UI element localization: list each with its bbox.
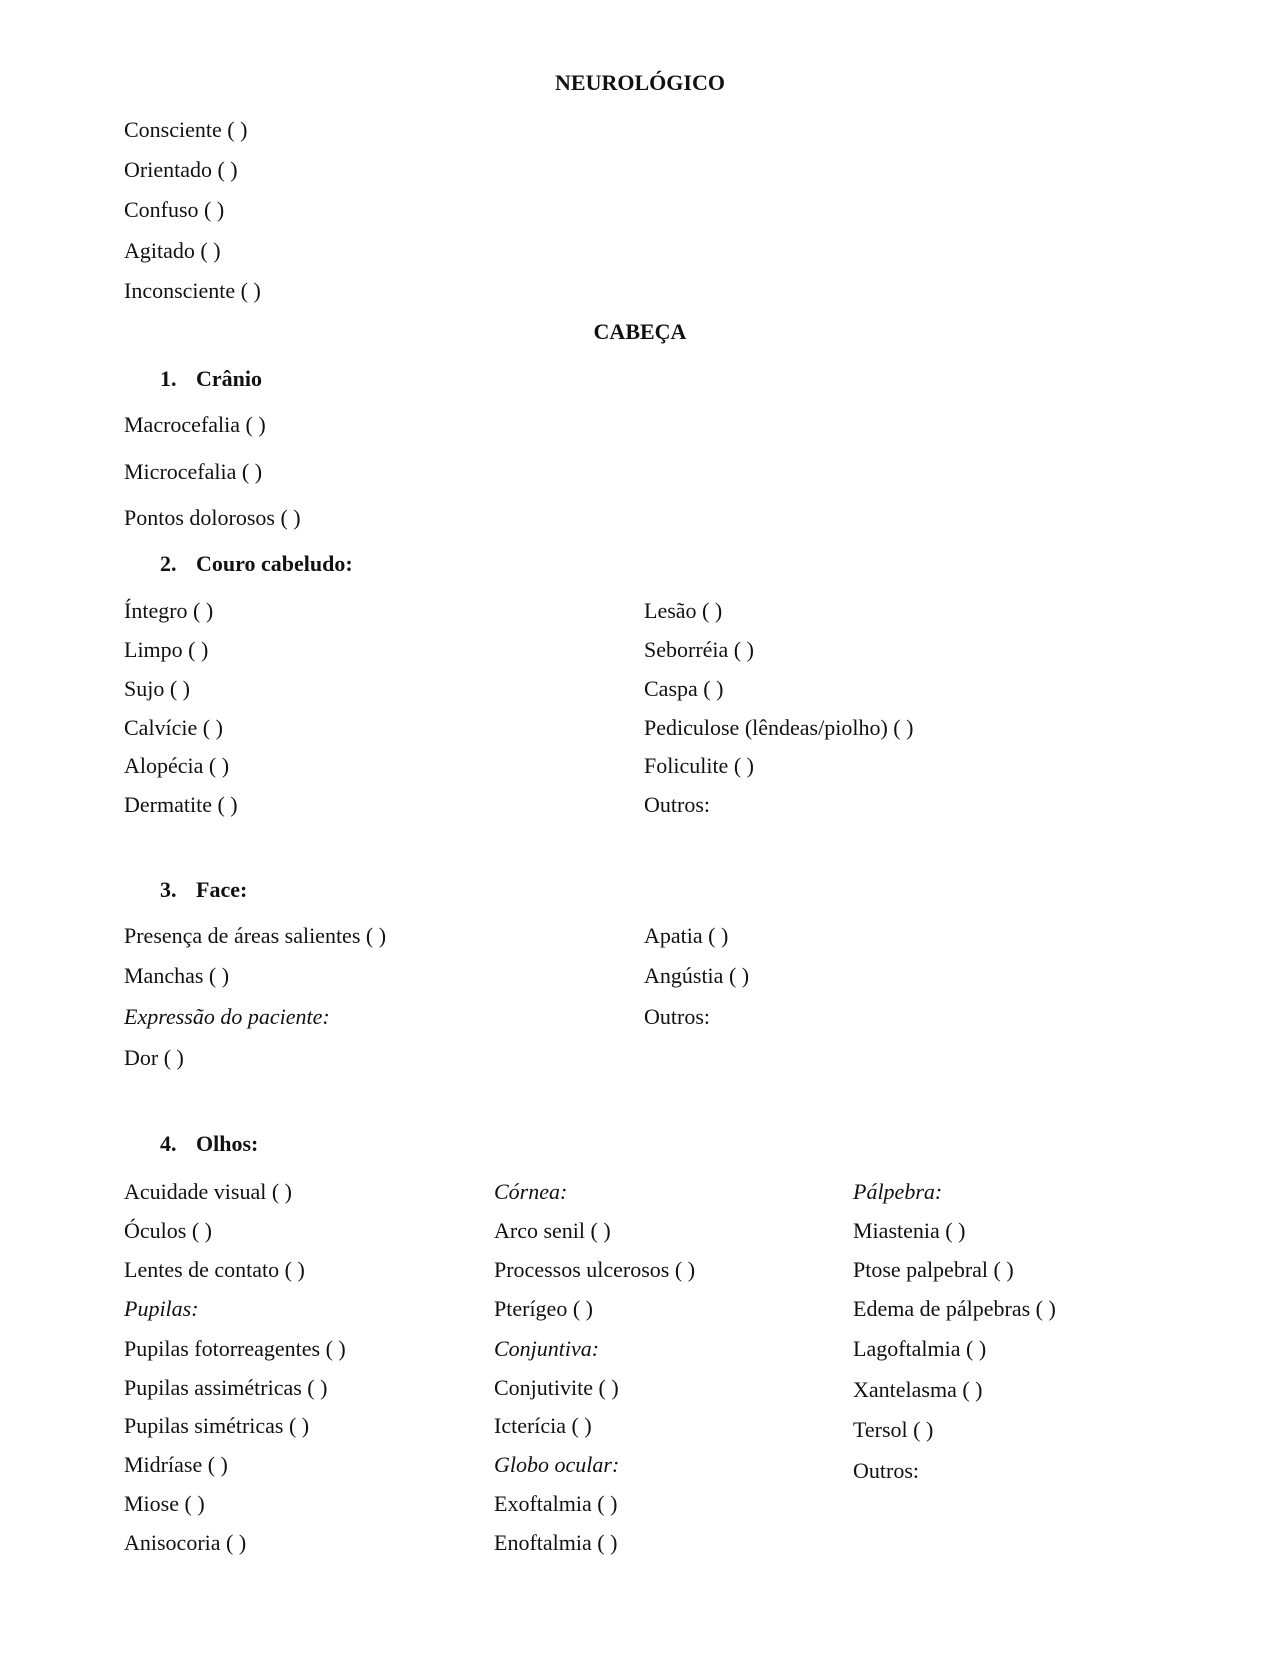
subsection-title: Crânio bbox=[196, 366, 262, 391]
subsection-title: Couro cabeludo: bbox=[196, 551, 353, 576]
checkbox-item-inconsciente[interactable]: Inconsciente ( ) bbox=[124, 278, 261, 303]
checkbox-item-anisocoria[interactable]: Anisocoria ( ) bbox=[124, 1530, 247, 1555]
checkbox-item-pontos-dolorosos[interactable]: Pontos dolorosos ( ) bbox=[124, 505, 301, 530]
checkbox-item-angustia[interactable]: Angústia ( ) bbox=[644, 963, 750, 988]
checkbox-item-arco-senil[interactable]: Arco senil ( ) bbox=[494, 1218, 611, 1243]
checkbox-item-pupilas-simetricas[interactable]: Pupilas simétricas ( ) bbox=[124, 1413, 310, 1438]
checkbox-item-ictericia[interactable]: Icterícia ( ) bbox=[494, 1413, 592, 1438]
subsection-title: Olhos: bbox=[196, 1131, 259, 1156]
checkbox-item-agitado[interactable]: Agitado ( ) bbox=[124, 238, 221, 263]
subsection-couro-cabeludo bbox=[160, 553, 353, 575]
checkbox-item-integro[interactable]: Íntegro ( ) bbox=[124, 598, 214, 623]
checkbox-item-pupilas-fotorreagentes[interactable]: Pupilas fotorreagentes ( ) bbox=[124, 1336, 346, 1361]
checkbox-item-caspa[interactable]: Caspa ( ) bbox=[644, 676, 724, 701]
olhos-subtitle-pupilas: Pupilas: bbox=[124, 1296, 199, 1321]
checkbox-item-xantelasma[interactable]: Xantelasma ( ) bbox=[853, 1377, 983, 1402]
subsection-face bbox=[160, 879, 247, 901]
checkbox-item-conjutivite[interactable]: Conjutivite ( ) bbox=[494, 1375, 619, 1400]
checkbox-item-orientado[interactable]: Orientado ( ) bbox=[124, 157, 238, 182]
section-title-neurologico: NEUROLÓGICO bbox=[555, 70, 725, 95]
checkbox-item-limpo[interactable]: Limpo ( ) bbox=[124, 637, 209, 662]
checkbox-item-miose[interactable]: Miose ( ) bbox=[124, 1491, 205, 1516]
face-subtitle-expressao: Expressão do paciente: bbox=[124, 1004, 330, 1029]
checkbox-item-dor[interactable]: Dor ( ) bbox=[124, 1045, 184, 1070]
subsection-cranio bbox=[160, 368, 262, 390]
subsection-number: 2. bbox=[160, 551, 177, 576]
checkbox-item-pterigeo[interactable]: Pterígeo ( ) bbox=[494, 1296, 593, 1321]
checkbox-item-ptose-palpebral[interactable]: Ptose palpebral ( ) bbox=[853, 1257, 1014, 1282]
checkbox-item-miastenia[interactable]: Miastenia ( ) bbox=[853, 1218, 966, 1243]
checkbox-item-tersol[interactable]: Tersol ( ) bbox=[853, 1417, 934, 1442]
checkbox-item-dermatite[interactable]: Dermatite ( ) bbox=[124, 792, 238, 817]
subsection-number: 4. bbox=[160, 1131, 177, 1156]
checkbox-item-consciente[interactable]: Consciente ( ) bbox=[124, 117, 248, 142]
checkbox-item-confuso[interactable]: Confuso ( ) bbox=[124, 197, 225, 222]
olhos-subtitle-palpebra: Pálpebra: bbox=[853, 1179, 943, 1204]
checkbox-item-seborreia[interactable]: Seborréia ( ) bbox=[644, 637, 754, 662]
checkbox-item-acuidade-visual[interactable]: Acuidade visual ( ) bbox=[124, 1179, 292, 1204]
checkbox-item-midriase[interactable]: Midríase ( ) bbox=[124, 1452, 228, 1477]
subsection-number: 3. bbox=[160, 877, 177, 902]
subsection-title: Face: bbox=[196, 877, 248, 902]
checkbox-item-sujo[interactable]: Sujo ( ) bbox=[124, 676, 190, 701]
subsection-number: 1. bbox=[160, 366, 177, 391]
checkbox-item-apatia[interactable]: Apatia ( ) bbox=[644, 923, 729, 948]
checkbox-item-calvicie[interactable]: Calvície ( ) bbox=[124, 715, 223, 740]
checkbox-item-pediculose[interactable]: Pediculose (lêndeas/piolho) ( ) bbox=[644, 715, 914, 740]
checkbox-item-lagoftalmia[interactable]: Lagoftalmia ( ) bbox=[853, 1336, 987, 1361]
field-label-outros-face[interactable]: Outros: bbox=[644, 1004, 710, 1029]
checkbox-item-enoftalmia[interactable]: Enoftalmia ( ) bbox=[494, 1530, 618, 1555]
checkbox-item-edema-palpebras[interactable]: Edema de pálpebras ( ) bbox=[853, 1296, 1056, 1321]
checkbox-item-exoftalmia[interactable]: Exoftalmia ( ) bbox=[494, 1491, 618, 1516]
olhos-subtitle-globo-ocular: Globo ocular: bbox=[494, 1452, 620, 1477]
olhos-subtitle-conjuntiva: Conjuntiva: bbox=[494, 1336, 600, 1361]
subsection-olhos bbox=[160, 1133, 258, 1155]
checkbox-item-lentes-contato[interactable]: Lentes de contato ( ) bbox=[124, 1257, 305, 1282]
section-title-cabeca: CABEÇA bbox=[593, 319, 687, 344]
checkbox-item-lesao[interactable]: Lesão ( ) bbox=[644, 598, 723, 623]
checkbox-item-manchas[interactable]: Manchas ( ) bbox=[124, 963, 230, 988]
field-label-outros-couro[interactable]: Outros: bbox=[644, 792, 710, 817]
checkbox-item-alopecia[interactable]: Alopécia ( ) bbox=[124, 753, 230, 778]
olhos-subtitle-cornea: Córnea: bbox=[494, 1179, 568, 1204]
checkbox-item-microcefalia[interactable]: Microcefalia ( ) bbox=[124, 459, 263, 484]
checkbox-item-oculos[interactable]: Óculos ( ) bbox=[124, 1218, 212, 1243]
checkbox-item-macrocefalia[interactable]: Macrocefalia ( ) bbox=[124, 412, 266, 437]
checkbox-item-processos-ulcerosos[interactable]: Processos ulcerosos ( ) bbox=[494, 1257, 696, 1282]
checkbox-item-areas-salientes[interactable]: Presença de áreas salientes ( ) bbox=[124, 923, 387, 948]
field-label-outros-olhos[interactable]: Outros: bbox=[853, 1458, 919, 1483]
checkbox-item-pupilas-assimetricas[interactable]: Pupilas assimétricas ( ) bbox=[124, 1375, 328, 1400]
checkbox-item-foliculite[interactable]: Foliculite ( ) bbox=[644, 753, 754, 778]
